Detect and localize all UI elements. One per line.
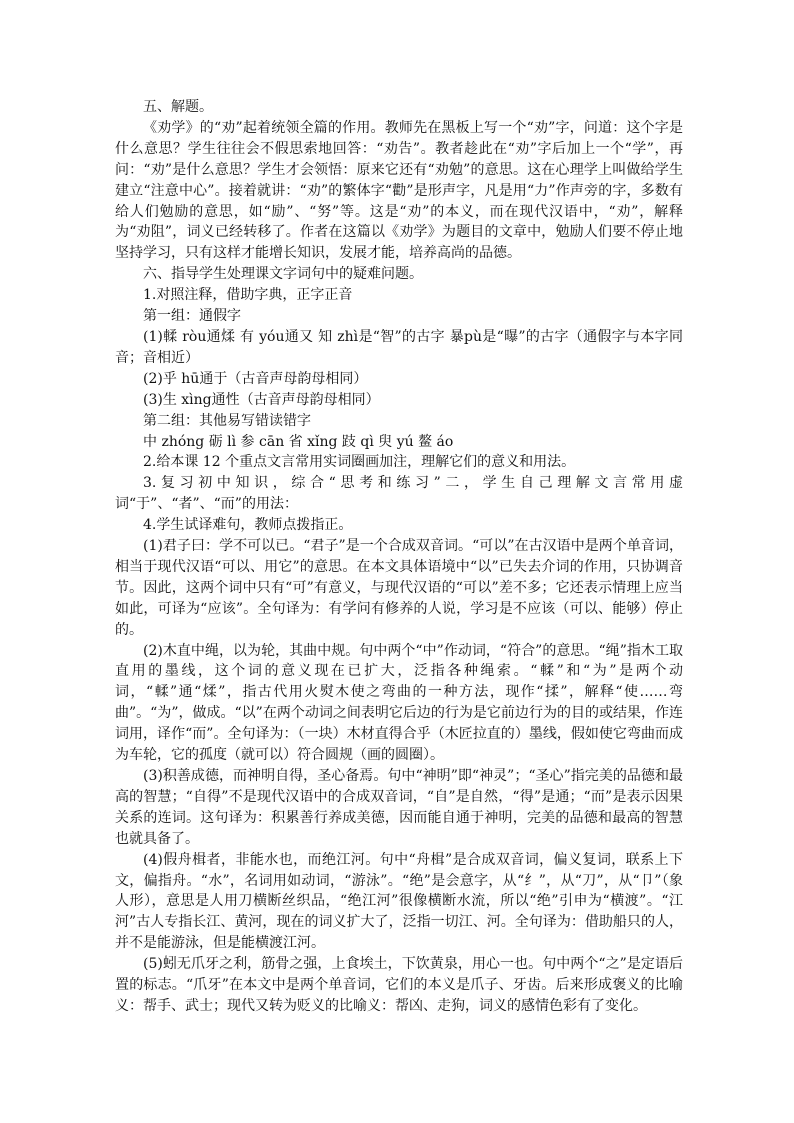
tongjia-item-2: (2)乎 hū通于（古音声母韵母相同） (143, 370, 368, 387)
section-heading-5: 五、解题。 (143, 99, 213, 115)
sentence-analysis-2: (2)木直中绳，以为轮，其曲中规。句中两个“中”作动词，“符合”的意思。“绳”指木工取直用的墨线，这个词的意义现在已扩大，泛指各种绳索。“輮”和“为”是两个动词，“輮”通“煣”，指古代用火熨木使之弯曲的一种方法，现作“揉”，解释“使……弯曲”。“为”，做成。“以”在两个动词之间表明它后边的行为是它前边行为的目的或结果，作连词用，译作“而”。全句译为：（一块）木材直得合乎（木匠拉直的）墨线，假如使它弯曲而成为车轮，它的孤度（就可以）符合圆规（画的圆圈）。 (115, 642, 683, 764)
tongjia-item-1: (1)輮 ròu通煣 有 yóu通又 知 zhì是“智”的古字 暴pù是“曝”的古字（通假字与本字同音；音相近） (115, 328, 683, 366)
section-heading-6: 六、指导学生处理课文字词句中的疑难问题。 (143, 266, 423, 283)
sentence-analysis-5: (5)蚓无爪牙之利，筋骨之强，上食埃土，下饮黄泉，用心一也。句中两个“之”是定语后置的标志。“爪牙”在本文中是两个单音词，它们的本义是爪子、牙齿。后来形成褒义的比喻义：帮手、武士；现代又转为贬义的比喻义：帮凶、走狗，词义的感情色彩有了变化。 (115, 956, 683, 1014)
step-1-heading: 1.对照注释，借助字典，正字正音 (143, 287, 353, 304)
document-page (115, 97, 683, 1017)
pronunciation-list: 中 zhóng 砺 lì 参 cān 省 xǐng 跂 qì 臾 yú 鳌 áo (143, 433, 454, 450)
tongjia-item-3: (3)生 xìng通性（古音声母韵母相同） (143, 391, 380, 408)
step-4-heading: 4.学生试译难句，教师点拨指正。 (143, 517, 353, 534)
sentence-analysis-4: (4)假舟楫者，非能水也，而绝江河。句中“舟楫”是合成双音词，偏义复词，联系上下文，偏指舟。“水”，名词用如动词，“游泳”。“绝”是会意字，从“纟”，从“刀”，从“卩”（象人形），意思是人用刀横断丝织品，“绝江河”很像横断水流，所以“绝”引申为“横渡”。“江河”古人专指长江、黄河，现在的词义扩大了，泛指一切江、河。全句译为：借助船只的人，并不是能游泳，但是能横渡江河。 (115, 851, 683, 952)
step-2: 2.给本课 12 个重点文言常用实词圈画加注，理解它们的意义和用法。 (143, 454, 576, 471)
group-2-heading: 第二组：其他易写错读错字 (143, 412, 311, 429)
sentence-analysis-1: (1)君子曰：学不可以已。“君子”是一个合成双音词。“可以”在古汉语中是两个单音词，相当于现代汉语“可以、用它”的意思。在本文具体语境中“以”已失去介词的作用，只协调音节。因此，这两个词中只有“可”有意义，与现代汉语的“可以”差不多；它还表示情理上应当如此，可译为“应该”。全句译为：有学问有修养的人说，学习是不应该（可以、能够）停止的。 (115, 538, 683, 638)
step-3: 3.复习初中知识，综合“思考和练习”二，学生自己理解文言常用虚词“于”、“者”、“而”的用法： (115, 475, 683, 513)
paragraph-title-explanation: 《劝学》的“劝”起着统领全篇的作用。教师先在黑板上写一个“劝”字，问道：这个字是什么意思？学生往往会不假思索地回答：“劝告”。教者趁此在“劝”字后加上一个“学”，再问：“劝”是什么意思？学生才会领悟：原来它还有“劝勉”的意思。这在心理学上叫做给学生建立“注意中心”。接着就讲：“劝”的繁体字“勸”是形声字，凡是用“力”作声旁的字，多数有给人们勉励的意思，如“励”、“努”等。这是“劝”的本义，而在现代汉语中，“劝”，解释为“劝阻”，词义已经转移了。作者在这篇以《劝学》为题目的文章中，勉励人们要不停止地坚持学习，只有这样才能增长知识，发展才能，培养高尚的品德。 (115, 119, 683, 262)
group-1-heading: 第一组：通假字 (143, 308, 241, 325)
sentence-analysis-3: (3)积善成德，而神明自得，圣心备焉。句中“神明”即“神灵”；“圣心”指完美的品德和最高的智慧；“自得”不是现代汉语中的合成双音词，“自”是自然，“得”是通；“而”是表示因果关系的连词。这句译为：积累善行养成美德，因而能自通于神明，完美的品德和最高的智慧也就具备了。 (115, 768, 683, 847)
